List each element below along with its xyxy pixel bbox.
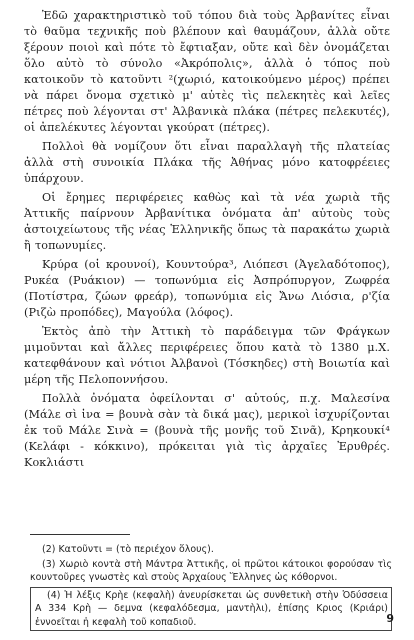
footnotes bbox=[30, 543, 392, 632]
paragraph: Ἐδῶ χαρακτηριστικὸ τοῦ τόπου διὰ τοὺς Ἀρβανίτες εἶναι τὸ θαῦμα τεχνικῆς ποὺ βλέπουν καὶ θαυμάζουν, ἀλλὰ οὔτε ξέρουν ποιοὶ καὶ πότε τὸ ἔφτιαξαν, οὔτε καὶ δὲν ὀνομάζεται ὅλο αὐτὸ τὸ σύνολο «Ἀκρόπολις», ἀλλὰ ὁ τόπος ποὺ κατοικοῦν τὸ κατοῦντι ²(χωριό, κατοικούμενο μέρος) πρέπει νὰ πάρει ὄνομα σχετικὸ μ' αὐτὲς τὶς πελεκητὲς καὶ λεῖες πέτρες ποὺ λέγονται στ' Ἀλβανικὰ πλάκα (πέτρες πελεκυτές), οἱ ἀπελέκυτες λέγονται γκούρατ (πέτρες). bbox=[24, 9, 390, 134]
paragraph: Πολλοὶ θὰ νομίζουν ὅτι εἶναι παραλλαγὴ τῆς πλατείας ἀλλὰ στὴ συνοικία Πλάκα τῆς Ἀθήνας μόνο κατοφρέειες ὑπάρχουν. bbox=[24, 140, 390, 185]
paragraph: Πολλὰ ὀνόματα ὀφείλονται σ' αὐτούς, π.χ. Μαλεσίνα (Μάλε σὶ ἰνα = βουνὰ σὰν τὰ δικά μας), μερικοὶ ἰσχυρίζονται ἐκ τοῦ Μάλε Σινὰ = (βουνὰ τῆς μονῆς τοῦ Σινᾶ), Κρηκουκί⁴ (Κελάφι - κόκκινο), πρόκειται γιὰ τὶς ἀρχαῖες Ἐρυθρές. Κοκλιάστι bbox=[24, 392, 390, 469]
footnote-boxed: (4) Ἡ λέξις Κρὴε (κεφαλὴ) ἀνευρίσκεται ὡς συνθετικὴ στὴν Ὀδύσσεια Α 334 Κρὴ — δεμνα (κεφαλόδεσμα, μαντὴλι), ἐπίσης Κριος (Κριάρι) ἐννοεῖται ἡ κεφαλὴ τοῦ κοπαδιοῦ. bbox=[30, 587, 392, 632]
footnote: (2) Κατοῦντι = (τὸ περιέχον ὅλους). bbox=[42, 544, 214, 555]
paragraph: Κρύρα (οἱ κρουνοί), Κουντούρα³, Λιόπεσι (Ἀγελαδότοπος), Ρυκέα (Ρυάκιον) — τοπωνύμια εἰς Ἀσπρόπυργον, Ζωφρέα (Ποτίστρα, ζώων φρεάρ), τοπωνύμια εἰς Ἄνω Λιόσια, ρ'ζία (Ριζὼ προπόδες), Μαγούλα (λόφος). bbox=[24, 258, 390, 319]
page-number: 9 bbox=[386, 612, 394, 625]
body-text bbox=[24, 8, 390, 474]
footnote: (3) Χωριὸ κοντὰ στὴ Μάντρα Ἀττικῆς, οἱ πρῶτοι κάτοικοι φορούσαν τὶς κουντοῦρες γνωστὲς καὶ στοὺς Ἀρχαίους Ἕλληνες ὡς κόθορνοι. bbox=[30, 558, 392, 583]
footnote-divider bbox=[30, 534, 130, 535]
paragraph: Οἱ ἔρημες περιφέρειες καθὼς καὶ τὰ νέα χωριὰ τῆς Ἀττικῆς παίρνουν Ἀρβανίτικα ὀνόματα ἀπ' αὐτοὺς τοὺς ἀστοιχείωτους τῆς νέας Ἑλληνικῆς ὅπως τὰ παρακάτω χωριὰ ἢ τοπωνυμίες. bbox=[24, 191, 390, 252]
paragraph: Ἐκτὸς ἀπὸ τὴν Ἀττικὴ τὸ παράδειγμα τῶν Φράγκων μιμοῦνται καὶ ἄλλες περιφέρειες ὅπου κατὰ τὸ 1380 μ.Χ. κατεφθάνουν καὶ νότιοι Ἀλβανοὶ (Τόσκηδες) στὴ Βοιωτία καὶ μέρη τῆς Πελοποννήσου. bbox=[24, 325, 390, 386]
